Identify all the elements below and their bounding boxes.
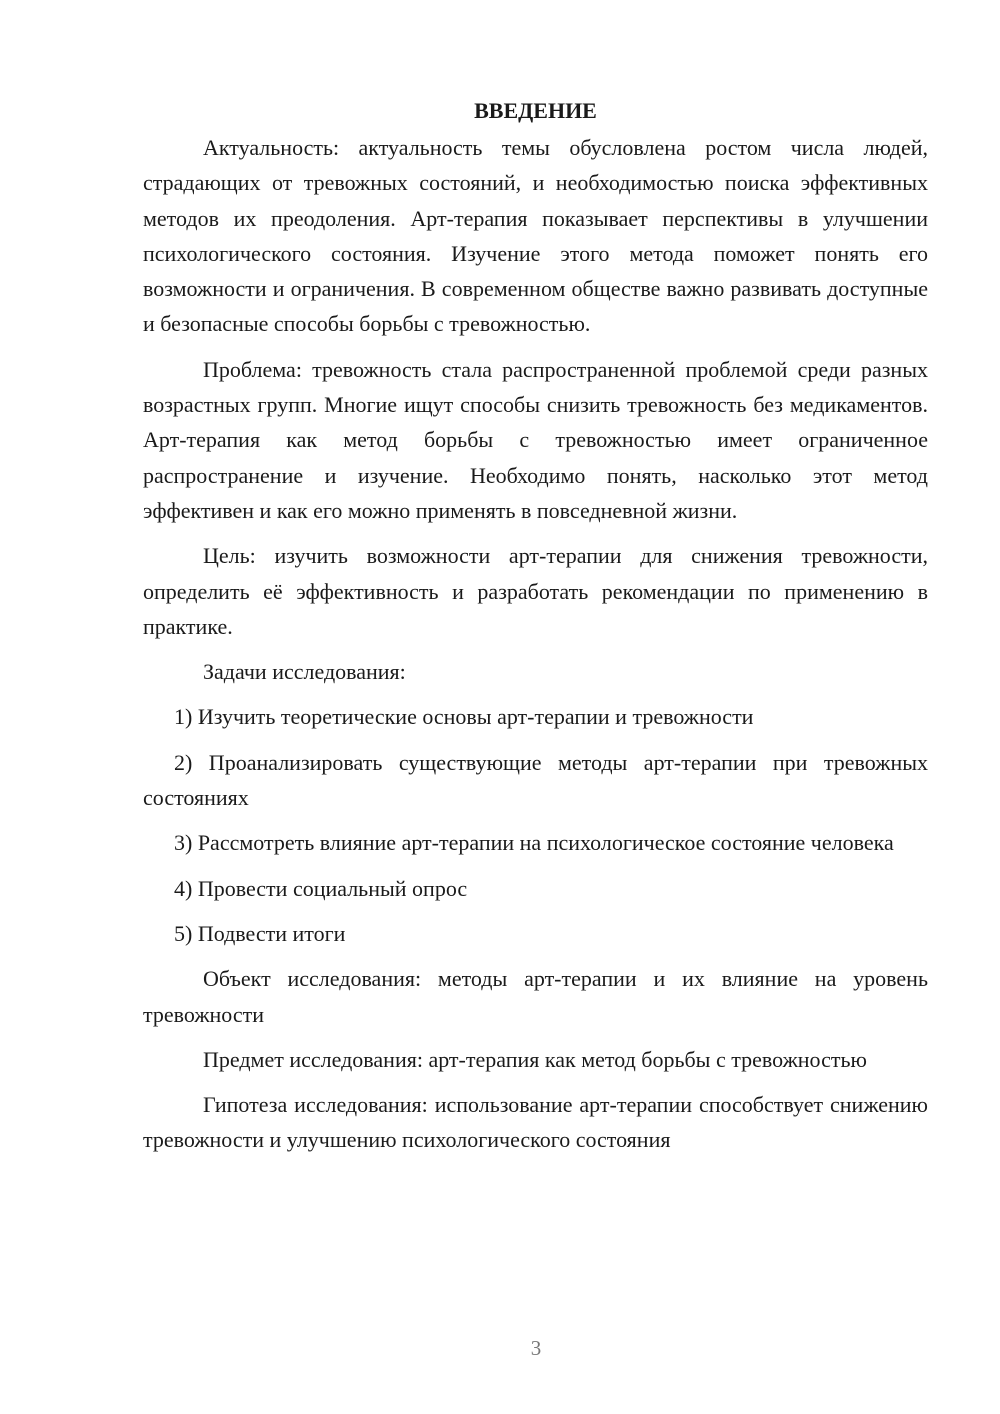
task-item-5: 5) Подвести итоги [174,920,346,946]
page-number: 3 [530,1336,542,1360]
task-item-1: 1) Изучить теоретические основы арт-терапии и тревожности [174,704,754,730]
paragraph-goal: Цель: изучить возможности арт-терапии для снижения тревожности, определить её эффективность и разработать рекомендации по применению в практике. [143,543,928,639]
paragraph-object: Объект исследования: методы арт-терапии и их влияние на уровень тревожности [143,966,928,1027]
paragraph-tasks-heading: Задачи исследования: [203,659,406,685]
task-item-4: 4) Провести социальный опрос [174,875,468,901]
paragraph-problem: Проблема: тревожность стала распространенной проблемой среди разных возрастных групп. Многие ищут способы снизить тревожность без медикаментов. Арт-терапия как метод борьбы с тревожностью имеет ограниченное распространение и изучение. Необходимо понять, насколько этот метод эффективен и как его можно применять в повседневной жизни. [143,356,928,523]
paragraph-relevance: Актуальность: актуальность темы обусловлена ростом числа людей, страдающих от тревожных состояний, и необходимостью поиска эффективных методов их преодоления. Арт-терапия показывает перспективы в улучшении психологического состояния. Изучение этого метода поможет понять его возможности и ограничения. В современном обществе важно развивать доступные и безопасные способы борьбы с тревожностью. [143,135,928,337]
task-item-3: 3) Рассмотреть влияние арт-терапии на психологическое состояние человека [174,830,894,856]
section-title: ВВЕДЕНИЕ [474,98,597,123]
paragraph-subject: Предмет исследования: арт-терапия как метод борьбы с тревожностью [203,1046,867,1072]
page-content [143,96,928,1158]
paragraph-hypothesis: Гипотеза исследования: использование арт-терапии способствует снижению тревожности и улучшению психологического состояния [143,1092,928,1153]
task-item-2: 2) Проанализировать существующие методы арт-терапии при тревожных состояниях [143,749,928,811]
